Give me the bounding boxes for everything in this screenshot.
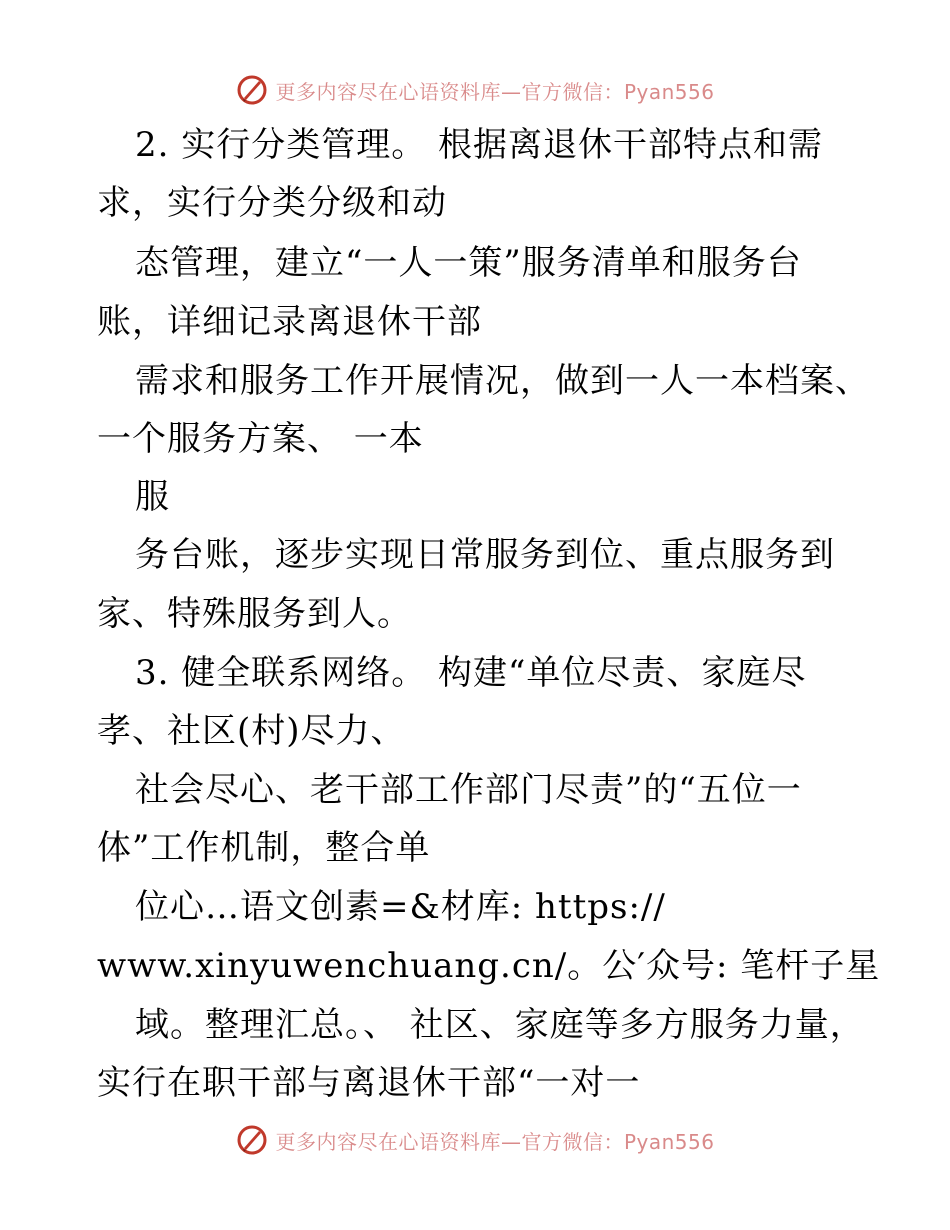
text-line: 账，详细记录离退休干部 xyxy=(97,302,482,342)
text-line: www.xinyuwenchuang.cn/。公′众号: 笔杆子星 xyxy=(97,946,881,986)
text-line: 实行在职干部与离退休干部“一对一 xyxy=(97,1063,641,1103)
text-line: 需求和服务工作开展情况，做到一人一本档案、 xyxy=(135,361,870,401)
quill-logo-icon xyxy=(235,1123,269,1157)
text-line: 域。整理汇总。、 社区、家庭等多方服务力量， xyxy=(135,1005,865,1045)
text-line: 3. 健全联系网络。 构建“单位尽责、家庭尽 xyxy=(135,653,807,693)
text-line: 求，实行分类分级和动 xyxy=(97,183,447,223)
text-line: 孝、社区(村)尽力、 xyxy=(97,711,406,751)
text-line: 体”工作机制，整合单 xyxy=(97,828,431,868)
watermark-text: 更多内容尽在心语资料库—官方微信：Pyan556 xyxy=(275,79,715,104)
header-watermark xyxy=(0,70,950,110)
text-line: 服 xyxy=(135,477,170,517)
text-line: 位心…语文创素=&材库: https:// xyxy=(135,887,666,927)
watermark-text: 更多内容尽在心语资料库—官方微信：Pyan556 xyxy=(275,1129,715,1154)
footer-watermark xyxy=(0,1120,950,1160)
text-line: 一个服务方案、 一本 xyxy=(97,419,424,459)
quill-logo-icon xyxy=(235,73,269,107)
text-line: 2. 实行分类管理。 根据离退休干部特点和需 xyxy=(135,125,824,165)
text-line: 态管理，建立“一人一策”服务清单和服务台 xyxy=(135,243,802,283)
text-line: 社会尽心、老干部工作部门尽责”的“五位一 xyxy=(135,770,802,810)
text-line: 家、特殊服务到人。 xyxy=(97,594,412,634)
text-line: 务台账，逐步实现日常服务到位、重点服务到 xyxy=(135,535,835,575)
